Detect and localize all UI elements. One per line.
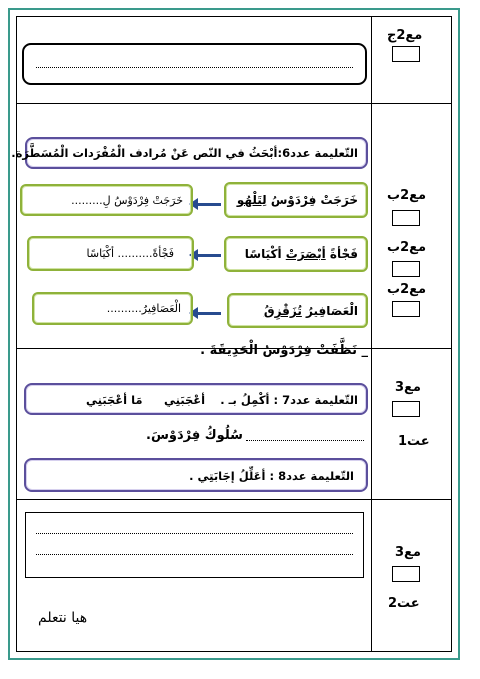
instruction-6-text (11, 146, 358, 160)
score-box[interactable] (392, 301, 420, 317)
instruction-body: أبْحَثُ في النّص عَنْ مُرادف الْمُفْرَدات الْمُسَطَّرَة. (11, 146, 278, 160)
dotted-line[interactable] (246, 440, 364, 441)
underlined-word: تُزَقْزِقُ (263, 304, 302, 318)
underlined-word: لِتَلْهُو (236, 193, 267, 207)
score-box[interactable] (392, 210, 420, 226)
criterion-code: عت1 (398, 434, 430, 449)
margin-divider (371, 16, 372, 652)
criterion-code: مع2ب (387, 282, 427, 297)
score-box[interactable] (392, 261, 420, 277)
criterion-code: مع2ب (387, 188, 427, 203)
instruction-8-box (24, 458, 368, 492)
answer-box-1[interactable] (20, 184, 193, 216)
instruction-label: التّعليمة عدد8 : (265, 469, 354, 483)
criterion-code: مع3 (395, 380, 421, 395)
source-sentence-3: الْعَصَافِيرُ تُزَقْزِقُ (227, 293, 368, 328)
answer-template: خَرَجَتْ فِرْدَوْسُ لِ......... (71, 194, 183, 207)
answer-template: الْعَصَافِيرُ.......... (106, 302, 181, 315)
answer-box-bottom[interactable] (25, 512, 364, 578)
score-box[interactable] (392, 566, 420, 582)
underlined-word: أبْصَرَتْ (285, 247, 326, 261)
source-sentence-1: خَرَجَتْ فِرْدَوْسُ لِتَلْهُو (224, 182, 368, 218)
score-box[interactable] (392, 401, 420, 417)
criterion-code: مع3 (395, 545, 421, 560)
criterion-code: عت2 (388, 596, 420, 611)
answer-box-2[interactable] (27, 236, 194, 271)
answer-box-3[interactable] (32, 292, 193, 325)
instruction-7-box (24, 383, 368, 415)
arrow-icon (197, 312, 221, 315)
completion-sentence: سُلُوكُ فِرْدَوْسَ. (146, 428, 243, 443)
instruction-label: التّعليمة عدد6: (277, 146, 358, 160)
answer-template: فَجْأةً.......... أكْيَاسًا (86, 247, 174, 260)
criterion-code: مع2ب (387, 240, 427, 255)
arrow-icon (197, 254, 221, 257)
criterion-code: مع2ج (387, 28, 423, 43)
dotted-line (36, 67, 353, 68)
score-box[interactable] (392, 46, 420, 62)
option-2: مَا أعْجَبَنِي (86, 393, 143, 407)
answer-box-top[interactable] (22, 43, 367, 85)
example-sentence: _ نَظَّفَتْ فِرْدَوْسُ الْحَدِيقَةَ . (200, 343, 368, 358)
instruction-body: أعَلِّلُ إجَابَتِي . (189, 469, 266, 483)
instruction-label: التّعليمة عدد7 : (269, 393, 358, 407)
instruction-6-box (11, 137, 368, 169)
dotted-line (36, 533, 353, 534)
source-sentence-2: فَجْأةً أبْصَرَتْ أكْيَاسًا (224, 236, 368, 272)
footer-brand: هيا نتعلم (38, 610, 88, 626)
arrow-icon (197, 203, 221, 206)
section-divider-1 (16, 103, 452, 104)
instruction-body: أكْمِلُ بـ . (220, 393, 270, 407)
option-1: أعْجَبَنِي (164, 393, 206, 407)
section-divider-3 (16, 499, 452, 500)
dotted-line (36, 554, 353, 555)
